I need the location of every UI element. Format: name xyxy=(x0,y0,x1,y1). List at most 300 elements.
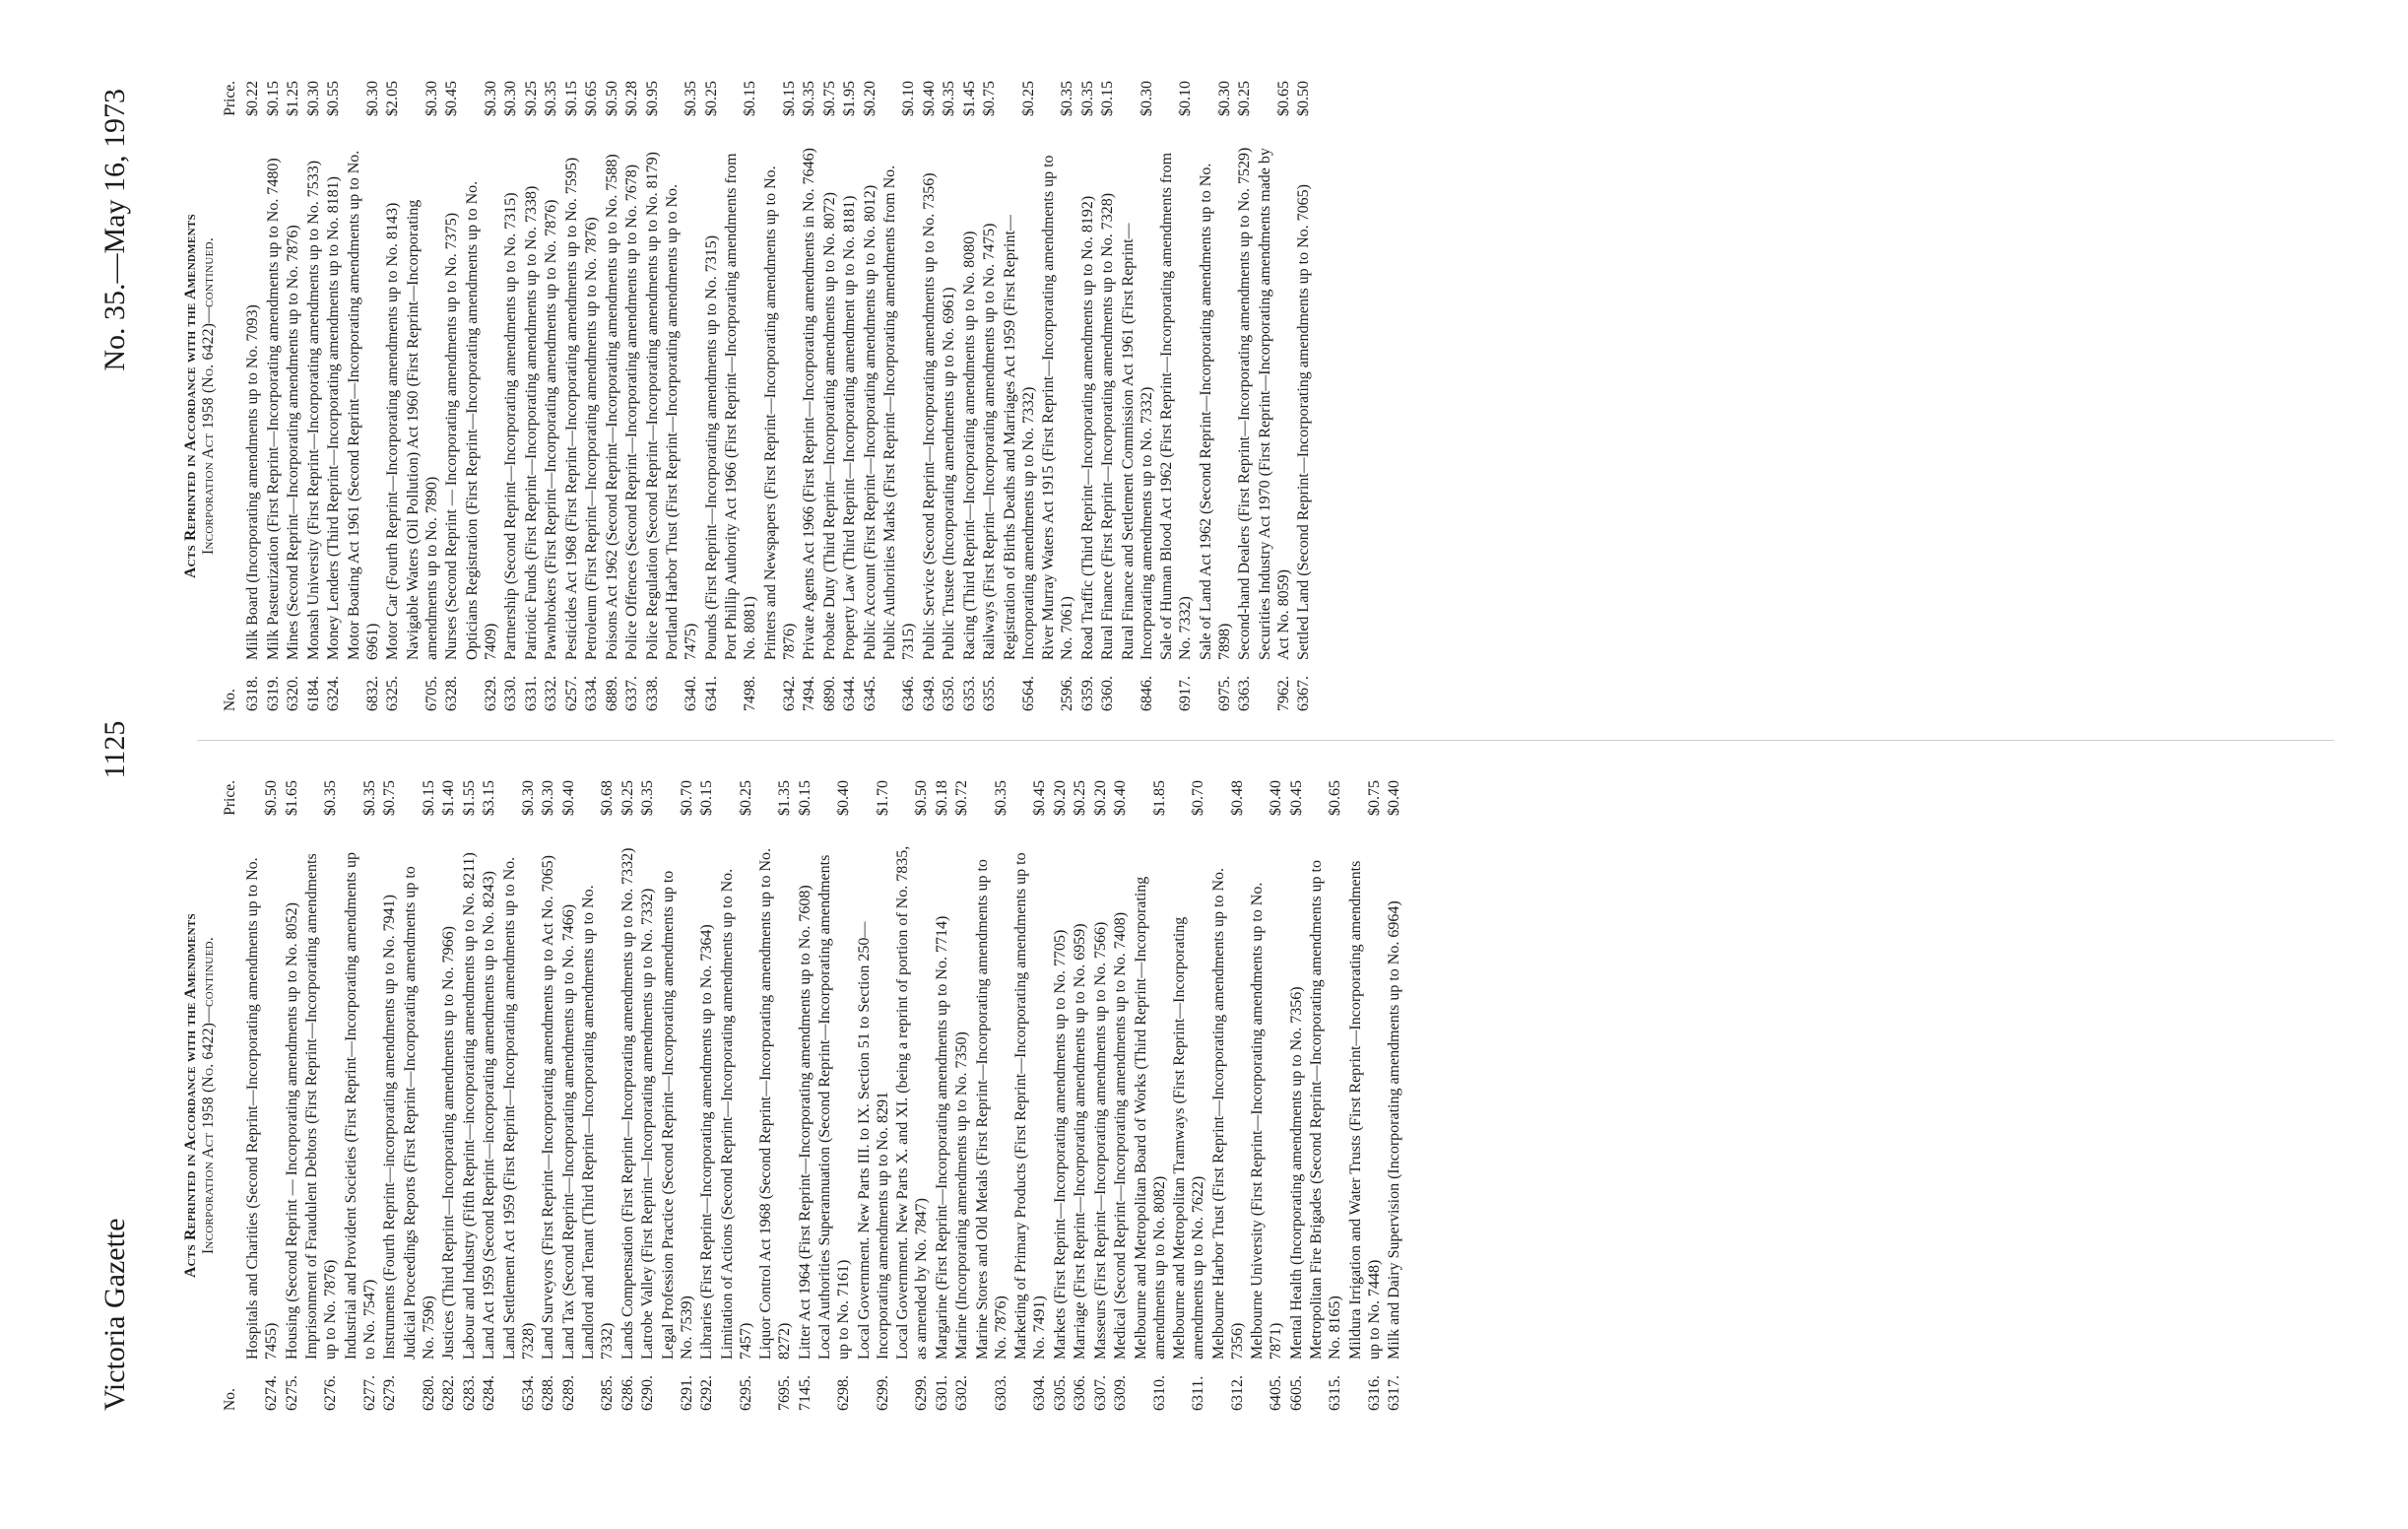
right-column xyxy=(182,81,2349,711)
list-item xyxy=(442,81,461,711)
act-number: 6337. xyxy=(623,676,640,711)
act-price: $0.50 xyxy=(1295,81,1312,116)
right-no-label: No. xyxy=(222,689,238,711)
act-price: $0.50 xyxy=(263,780,280,816)
list-item xyxy=(960,81,979,711)
list-item xyxy=(539,780,557,1411)
act-number: 7498. xyxy=(742,676,758,711)
act-price: $0.68 xyxy=(599,780,616,816)
act-number: 6342. xyxy=(780,676,798,711)
act-title: Milk and Dairy Supervision (Incorporating amendments up to No. 6964) xyxy=(1386,900,1402,1360)
list-item xyxy=(1385,780,1403,1411)
act-title: Land Settlement Act 1959 (First Reprint—Incorporating amendments up to No. 7328) xyxy=(500,856,537,1360)
list-item xyxy=(820,81,839,711)
act-title: Imprisonment of Fraudulent Debtors (First Reprint—Incorporating amendments up to No. 7876) xyxy=(303,853,339,1360)
act-price: $0.25 xyxy=(1072,780,1088,816)
act-title: Judicial Proceedings Reports (First Reprint—Incorporating amendments up to No. 7596) xyxy=(401,866,437,1360)
act-price: $0.65 xyxy=(1274,81,1292,116)
right-heading-line2: Incorporation Act 1958 (No. 6422)—continued. xyxy=(200,236,217,556)
list-item xyxy=(718,780,755,1411)
act-number: 6309. xyxy=(1112,1375,1129,1411)
act-price: $0.45 xyxy=(1031,780,1048,816)
list-item xyxy=(383,81,402,711)
act-price: $0.30 xyxy=(502,81,519,116)
act-title: Marine (Incorporating amendments up to No. 7350) xyxy=(953,1031,970,1360)
act-title: Private Agents Act 1966 (First Reprint—Incorporating amendments in No. 7646) xyxy=(801,148,817,660)
act-title: Public Service (Second Reprint—Incorporating amendments up to No. 7356) xyxy=(920,172,938,660)
act-title: Motor Boating Act 1961 (Second Reprint—Incorporating amendments up to No. 6961) xyxy=(345,150,381,660)
act-number: 6332. xyxy=(543,676,559,711)
act-price: $0.35 xyxy=(1078,81,1096,116)
act-title: Mines (Second Reprint—Incorporating amendments up to No. 7876) xyxy=(285,225,301,660)
list-item xyxy=(582,81,601,711)
list-item xyxy=(1001,81,1038,711)
act-title: Liquor Control Act 1968 (Second Reprint—Incorporating amendments up to No. 8272) xyxy=(757,847,793,1360)
list-item xyxy=(603,81,621,711)
act-number: 6975. xyxy=(1215,676,1233,711)
act-title: Litter Act 1964 (First Reprint—Incorporating amendments up to No. 7608) xyxy=(796,885,814,1360)
act-number: 6298. xyxy=(835,1375,852,1411)
act-number: 6889. xyxy=(603,676,620,711)
list-item xyxy=(1235,81,1254,711)
act-title: Second-hand Dealers (First Reprint—Incorporating amendments up to No. 7529) xyxy=(1236,147,1253,660)
act-number: 6318. xyxy=(244,676,261,711)
act-title: Justices (Third Reprint—Incorporating amendments up to No. 7966) xyxy=(440,926,457,1360)
act-price: $0.40 xyxy=(920,81,938,116)
act-price: $0.75 xyxy=(1365,780,1383,816)
act-title: Marine Stores and Old Metals (First Reprint—Incorporating amendments up to No. 7876) xyxy=(973,859,1009,1360)
act-price: $0.30 xyxy=(363,81,381,116)
list-item xyxy=(663,81,700,711)
list-item xyxy=(304,81,323,711)
act-title: Motor Car (Fourth Reprint—Incorporating amendments up to No. 8143) xyxy=(384,202,401,660)
act-price: $1.35 xyxy=(776,780,793,816)
list-item xyxy=(840,81,859,711)
act-number: 6331. xyxy=(522,676,540,711)
act-price: $0.40 xyxy=(559,780,577,816)
act-number: 6329. xyxy=(482,676,499,711)
list-item xyxy=(1091,780,1110,1411)
act-title: Instruments (Fourth Reprint—incorporating amendments up to No. 7941) xyxy=(381,895,398,1360)
act-title: Patriotic Funds (First Reprint—Incorporating amendments up to No. 7338) xyxy=(522,185,540,660)
act-number: 6282. xyxy=(440,1375,457,1411)
act-price: $0.75 xyxy=(820,81,838,116)
act-title: Land Act 1959 (Second Reprint—incorporating amendments up to No. 8243) xyxy=(481,871,497,1360)
act-price: $0.50 xyxy=(603,81,620,116)
list-item xyxy=(1256,81,1293,711)
list-item xyxy=(761,81,799,711)
act-number: 2596. xyxy=(1059,676,1075,711)
act-title: Securities Industry Act 1970 (First Reprint—Incorporating amendments made by Act No. 8059) xyxy=(1256,148,1292,660)
issue-date: No. 35.—May 16, 1973 xyxy=(98,89,131,371)
act-number: 6360. xyxy=(1099,676,1116,711)
act-number: 6312. xyxy=(1228,1375,1246,1411)
act-price: $0.15 xyxy=(742,81,758,116)
act-title: Partnership (Second Reprint—Incorporating amendments up to No. 7315) xyxy=(502,192,519,660)
list-item xyxy=(1287,780,1306,1411)
act-number: 6320. xyxy=(285,676,301,711)
act-number: 6832. xyxy=(363,676,381,711)
act-number: 6283. xyxy=(460,1375,478,1411)
list-item xyxy=(1039,81,1076,711)
act-title: Mental Health (Incorporating amendments up to No. 7356) xyxy=(1287,986,1305,1360)
act-title: Money Lenders (Third Reprint—Incorporating amendments up to No. 8181) xyxy=(325,176,342,660)
act-price: $0.50 xyxy=(913,780,930,816)
list-item xyxy=(324,81,343,711)
list-item xyxy=(1157,81,1195,711)
act-price: $0.25 xyxy=(522,81,540,116)
act-title: Pawnbrokers (First Reprint—Incorporating amendments up to No. 7876) xyxy=(543,199,559,660)
act-number: 6355. xyxy=(981,676,998,711)
left-entry-list xyxy=(243,780,1403,1411)
list-item xyxy=(463,81,500,711)
act-number: 6328. xyxy=(443,676,460,711)
list-item xyxy=(702,81,721,711)
act-title: Sale of Human Blood Act 1962 (First Reprint—Incorporating amendments from No. 7332) xyxy=(1158,152,1194,660)
list-item xyxy=(380,780,399,1411)
right-price-label: Price. xyxy=(222,81,238,116)
act-price: $0.30 xyxy=(1138,81,1155,116)
act-price: $0.75 xyxy=(981,81,998,116)
act-title: Public Authorities Marks (First Reprint—Incorporating amendments from No. 7315) xyxy=(881,165,917,660)
act-title: Port Phillip Authority Act 1966 (First Reprint—Incorporating amendments from No. 8081) xyxy=(723,153,758,660)
list-item xyxy=(756,780,794,1411)
act-price: $0.48 xyxy=(1228,780,1246,816)
act-number: 6257. xyxy=(562,676,580,711)
list-item xyxy=(920,81,939,711)
list-item xyxy=(1197,81,1234,711)
act-number: 6289. xyxy=(559,1375,577,1411)
list-item xyxy=(1051,780,1070,1411)
act-number: 6349. xyxy=(920,676,938,711)
act-number: 6367. xyxy=(1295,676,1312,711)
act-title: Rural Finance (First Reprint—Incorporating amendments up to No. 7328) xyxy=(1099,192,1116,660)
act-price: $0.70 xyxy=(678,780,695,816)
act-number: 6277. xyxy=(360,1375,378,1411)
act-price: $1.45 xyxy=(960,81,978,116)
column-divider xyxy=(197,740,2334,741)
act-price: $0.15 xyxy=(420,780,437,816)
list-item xyxy=(622,81,641,711)
act-number: 6359. xyxy=(1078,676,1096,711)
act-number: 6307. xyxy=(1091,1375,1109,1411)
act-number: 6276. xyxy=(322,1375,339,1411)
list-item xyxy=(1209,780,1247,1411)
act-price: $0.72 xyxy=(953,780,970,816)
act-price: $0.40 xyxy=(1268,780,1284,816)
act-price: $0.15 xyxy=(698,780,715,816)
list-item xyxy=(815,780,853,1411)
act-price: $0.15 xyxy=(780,81,798,116)
act-price: $1.85 xyxy=(1150,780,1168,816)
act-price: $0.28 xyxy=(623,81,640,116)
list-item xyxy=(404,81,441,711)
act-title: Land Tax (Second Reprint—Incorporating amendments up to No. 7466) xyxy=(559,903,577,1360)
list-item xyxy=(559,780,578,1411)
act-title: Land Surveyors (First Reprint—Incorporating amendments up to Act No. 7065) xyxy=(540,855,556,1360)
act-number: 6344. xyxy=(841,676,858,711)
act-number: 6304. xyxy=(1031,1375,1048,1411)
act-price: $0.25 xyxy=(737,780,754,816)
act-price: $0.40 xyxy=(835,780,852,816)
act-title: Local Authorities Superannuation (Second Reprint—Incorporating amendments up to No. 7161) xyxy=(816,854,852,1360)
act-number: 6705. xyxy=(423,676,440,711)
act-title: Racing (Third Reprint—Incorporating amendments up to No. 8080) xyxy=(960,231,978,660)
act-title: Legal Profession Practice (Second Reprint—Incorporating amendments up to No. 7539) xyxy=(659,870,695,1360)
list-item xyxy=(1248,780,1285,1411)
list-item xyxy=(243,81,262,711)
act-title: Marketing of Primary Products (First Reprint—Incorporating amendments up to No. 7491) xyxy=(1012,852,1048,1360)
act-title: Portland Harbor Trust (First Reprint—Incorporating amendments up to No. 7475) xyxy=(664,183,699,660)
act-number: 6330. xyxy=(502,676,519,711)
act-number: 7145. xyxy=(796,1375,814,1411)
act-price: $1.65 xyxy=(283,780,300,816)
list-item xyxy=(1011,780,1049,1411)
list-item xyxy=(952,780,971,1411)
right-column-labels xyxy=(222,81,239,711)
act-number: 6284. xyxy=(481,1375,497,1411)
act-title: Local Government. New Parts III. to IX. Section 51 to Section 250—Incorporating amendments up to No. 8291 xyxy=(855,921,891,1360)
act-title: Melbourne and Metropolitan Tramways (First Reprint—Incorporating amendments up to No. 7622) xyxy=(1171,916,1206,1360)
act-price: $0.30 xyxy=(423,81,440,116)
act-title: Melbourne and Metropolitan Board of Works (Third Reprint—Incorporating amendments up to No. 8082) xyxy=(1132,876,1168,1360)
list-item xyxy=(933,780,951,1411)
right-heading-line1: Acts Reprinted in Accordance with the Amendments xyxy=(182,214,199,578)
act-title: Labour and Industry (Fifth Reprint—incorporating amendments up to No. 8211) xyxy=(460,852,478,1360)
left-column xyxy=(182,780,2349,1411)
list-item xyxy=(264,81,283,711)
left-heading-line1: Acts Reprinted in Accordance with the Amendments xyxy=(182,913,199,1278)
act-title: Police Offences (Second Reprint—Incorporating amendments up to No. 7678) xyxy=(623,164,640,660)
left-no-label: No. xyxy=(222,1388,238,1411)
list-item xyxy=(345,81,382,711)
act-number: 6405. xyxy=(1268,1375,1284,1411)
act-price: $0.35 xyxy=(1059,81,1075,116)
act-title: Hospitals and Charities (Second Reprint—Incorporating amendments up to No. 7455) xyxy=(244,857,280,1360)
act-number: 6338. xyxy=(643,676,661,711)
list-item xyxy=(562,81,581,711)
list-item xyxy=(659,780,696,1411)
act-title: Pesticides Act 1968 (First Reprint—Incorporating amendments up to No. 7595) xyxy=(562,157,580,660)
list-item xyxy=(542,81,560,711)
act-title: Margarine (First Reprint—Incorporating amendments up to No. 7714) xyxy=(933,915,950,1360)
act-number: 6301. xyxy=(933,1375,950,1411)
act-title: Registration of Births Deaths and Marriages Act 1959 (First Reprint—Incorporating amendments up to No. 7332) xyxy=(1001,215,1037,660)
act-title: Public Account (First Reprint—Incorporating amendments up to No. 8012) xyxy=(861,184,879,660)
act-price: $0.55 xyxy=(325,81,342,116)
act-number: 6310. xyxy=(1150,1375,1168,1411)
list-item xyxy=(1098,81,1117,711)
act-price: $0.15 xyxy=(562,81,580,116)
act-number: 6340. xyxy=(683,676,699,711)
act-title: Petroleum (First Reprint—Incorporating amendments up to No. 7876) xyxy=(583,217,600,660)
act-price: $0.15 xyxy=(1099,81,1116,116)
list-item xyxy=(643,81,662,711)
act-number: 6299. xyxy=(874,1375,891,1411)
act-price: $0.35 xyxy=(639,780,656,816)
act-price: $0.20 xyxy=(1051,780,1069,816)
act-number: 6890. xyxy=(820,676,838,711)
act-title: Libraries (First Reprint—Incorporating amendments up to No. 7364) xyxy=(698,924,715,1360)
list-item xyxy=(342,780,379,1411)
list-item xyxy=(861,81,879,711)
act-title: Local Government. New Parts X. and XI. (being a reprint of portion of No. 7835, as amended by No. 7847) xyxy=(894,845,930,1360)
list-item xyxy=(940,81,958,711)
act-number: 7962. xyxy=(1274,676,1292,711)
list-item xyxy=(1346,780,1384,1411)
act-price: $0.75 xyxy=(381,780,398,816)
act-number: 6285. xyxy=(599,1375,616,1411)
act-price: $1.40 xyxy=(440,780,457,816)
act-number: 6299. xyxy=(913,1375,930,1411)
list-item xyxy=(1071,780,1089,1411)
left-price-label: Price. xyxy=(222,780,238,816)
act-title: Medical (Second Reprint—Incorporating amendments up to No. 7408) xyxy=(1112,911,1129,1360)
right-entry-list xyxy=(243,81,1313,711)
act-price: $0.30 xyxy=(1215,81,1233,116)
act-price: $0.15 xyxy=(264,81,282,116)
act-title: Landlord and Tenant (Third Reprint—Incorporating amendments up to No. 7332) xyxy=(580,885,616,1360)
list-item xyxy=(579,780,617,1411)
act-number: 6274. xyxy=(263,1375,280,1411)
act-price: $2.05 xyxy=(384,81,401,116)
act-number: 6315. xyxy=(1327,1375,1343,1411)
act-price: $0.35 xyxy=(543,81,559,116)
act-title: Milk Board (Incorporating amendments up to No. 7093) xyxy=(244,304,261,660)
page-header xyxy=(98,89,158,1411)
list-item xyxy=(1294,81,1313,711)
act-title: Markets (First Reprint—Incorporating amendments up to No. 7705) xyxy=(1051,929,1069,1360)
act-price: $0.40 xyxy=(1112,780,1129,816)
list-item xyxy=(973,780,1010,1411)
act-price: $0.35 xyxy=(941,81,957,116)
act-title: Latrobe Valley (First Reprint—Incorporating amendments up to No. 7332) xyxy=(639,888,656,1360)
act-price: $0.22 xyxy=(244,81,261,116)
act-title: Public Trustee (Incorporating amendments up to No. 6961) xyxy=(941,287,957,660)
act-price: $0.45 xyxy=(443,81,460,116)
list-item xyxy=(401,780,438,1411)
act-price: $0.30 xyxy=(540,780,556,816)
list-item xyxy=(980,81,999,711)
act-number: 6295. xyxy=(737,1375,754,1411)
act-price: $0.35 xyxy=(683,81,699,116)
list-item xyxy=(1132,780,1169,1411)
act-price: $0.30 xyxy=(519,780,537,816)
list-item xyxy=(522,81,541,711)
list-item xyxy=(638,780,657,1411)
act-number: 6290. xyxy=(639,1375,656,1411)
act-title: Navigable Waters (Oil Pollution) Act 1960 (First Reprint—Incorporating amendments up to No. 7890) xyxy=(404,199,440,660)
act-price: $0.25 xyxy=(1019,81,1037,116)
act-title: Settled Land (Second Reprint—Incorporating amendments up to No. 7065) xyxy=(1295,183,1312,660)
act-number: 6350. xyxy=(941,676,957,711)
act-number: 6291. xyxy=(678,1375,695,1411)
publication-title: Victoria Gazette xyxy=(98,1218,131,1411)
act-number: 6184. xyxy=(304,676,322,711)
act-price: $0.20 xyxy=(861,81,879,116)
list-item xyxy=(1307,780,1344,1411)
act-title: Pounds (First Reprint—Incorporating amendments up to No. 7315) xyxy=(702,234,720,660)
act-number: 6288. xyxy=(540,1375,556,1411)
list-item xyxy=(1111,780,1130,1411)
act-number: 6275. xyxy=(283,1375,300,1411)
act-title: Property Law (Third Reprint—Incorporating amendment up to No. 8181) xyxy=(841,195,858,660)
act-price: $0.45 xyxy=(1287,780,1305,816)
list-item xyxy=(880,81,918,711)
act-title: Rural Finance and Settlement Commission Act 1961 (First Reprint—Incorporating amendments up to No. 7332) xyxy=(1119,223,1155,660)
act-number: 6325. xyxy=(384,676,401,711)
list-item xyxy=(1170,780,1207,1411)
act-price: $0.20 xyxy=(1091,780,1109,816)
act-number: 6319. xyxy=(264,676,282,711)
page-number: 1125 xyxy=(98,720,131,779)
act-price: $0.35 xyxy=(992,780,1009,816)
list-item xyxy=(697,780,716,1411)
act-number: 6306. xyxy=(1072,1375,1088,1411)
list-item xyxy=(480,780,498,1411)
act-price: $1.95 xyxy=(841,81,858,116)
list-item xyxy=(1078,81,1097,711)
act-number: 6341. xyxy=(702,676,720,711)
act-number: 6363. xyxy=(1236,676,1253,711)
act-number: 7494. xyxy=(801,676,817,711)
list-item xyxy=(500,780,538,1411)
act-price: $0.25 xyxy=(1236,81,1253,116)
act-number: 6334. xyxy=(583,676,600,711)
list-item xyxy=(893,780,931,1411)
act-title: Industrial and Provident Societies (First Reprint—Incorporating amendments up to No. 7547) xyxy=(342,851,378,1360)
act-price: $0.95 xyxy=(643,81,661,116)
act-number: 6303. xyxy=(992,1375,1009,1411)
list-item xyxy=(439,780,458,1411)
list-item xyxy=(283,780,301,1411)
list-item xyxy=(243,780,281,1411)
list-item xyxy=(302,780,340,1411)
act-price: $0.35 xyxy=(322,780,339,816)
act-price: $3.15 xyxy=(481,780,497,816)
list-item xyxy=(1119,81,1156,711)
act-title: Masseurs (First Reprint—Incorporating amendments up to No. 7566) xyxy=(1091,921,1109,1360)
act-price: $0.40 xyxy=(1386,780,1402,816)
list-item xyxy=(800,81,818,711)
act-number: 6353. xyxy=(960,676,978,711)
act-number: 6286. xyxy=(618,1375,636,1411)
act-title: Nurses (Second Reprint — Incorporating amendments up to No. 7375) xyxy=(443,212,460,660)
act-number: 6324. xyxy=(325,676,342,711)
act-title: Lands Compensation (First Reprint—Incorporating amendments up to No. 7332) xyxy=(618,847,636,1360)
act-number: 6305. xyxy=(1051,1375,1069,1411)
act-price: $0.35 xyxy=(360,780,378,816)
act-price: $0.25 xyxy=(618,780,636,816)
act-price: $1.25 xyxy=(285,81,301,116)
act-title: Poisons Act 1962 (Second Reprint—Incorporating amendments up to No. 7588) xyxy=(603,154,620,660)
act-title: Housing (Second Reprint — Incorporating amendments up to No. 8052) xyxy=(283,902,300,1360)
list-item xyxy=(722,81,759,711)
act-number: 6280. xyxy=(420,1375,437,1411)
act-price: $1.55 xyxy=(460,780,478,816)
list-item xyxy=(284,81,302,711)
act-price: $0.25 xyxy=(702,81,720,116)
act-title: Limitation of Actions (Second Reprint—Incorporating amendments up to No. 7457) xyxy=(718,868,754,1360)
act-number: 6564. xyxy=(1019,676,1037,711)
act-title: Melbourne Harbor Trust (First Reprint—Incorporating amendments up to No. 7356) xyxy=(1209,867,1246,1360)
act-title: Railways (First Reprint—Incorporating amendments up to No. 7475) xyxy=(981,223,998,660)
act-title: Probate Duty (Third Reprint—Incorporating amendments up to No. 8072) xyxy=(820,191,838,660)
list-item xyxy=(855,780,892,1411)
left-heading-line2: Incorporation Act 1958 (No. 6422)—continued. xyxy=(200,936,217,1255)
act-number: 6917. xyxy=(1177,676,1194,711)
act-number: 6346. xyxy=(900,676,917,711)
